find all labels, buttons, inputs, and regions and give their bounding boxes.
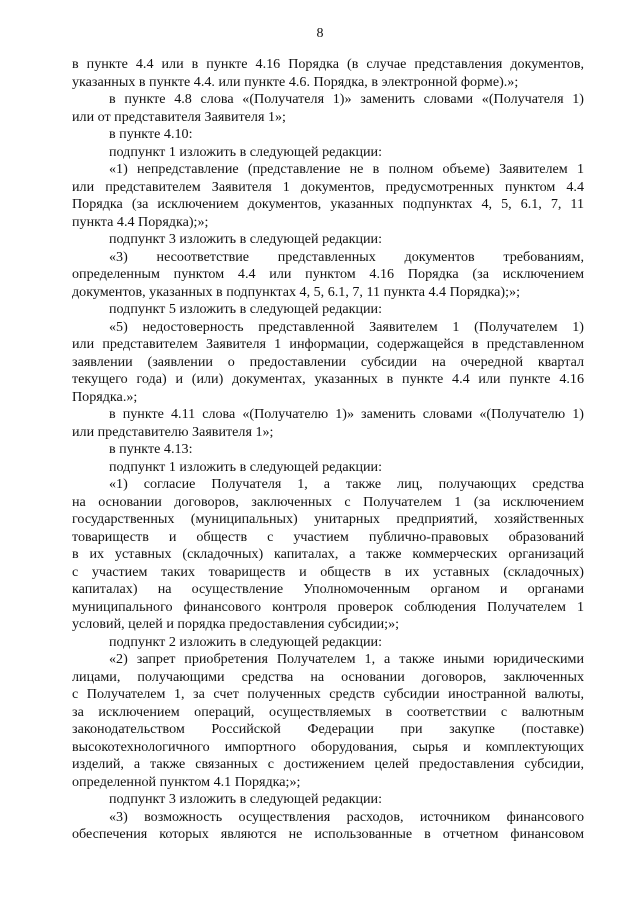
text-line: в пункте 4.10: (109, 126, 193, 142)
text-line: «2) запрет приобретения Получателем 1, а также иными юридическими (109, 651, 584, 667)
text-line: с Получателем 1, за счет полученных средств субсидии иностранной валюты, (72, 686, 584, 702)
text-line: «3) несоответствие представленных документов требованиям, (109, 248, 584, 265)
text-line: пункта 4.4 Порядка);»; (72, 213, 209, 230)
text-line: подпункт 3 изложить в следующей редакции: (109, 791, 383, 807)
text-line: «1) согласие Получателя 1, а также лиц, получающих средства (109, 476, 584, 492)
text-line: указанных в пункте 4.4. или пункте 4.6. Порядка, в электронной форме).»; (72, 73, 519, 90)
text-line: капиталах) на осуществление Уполномоченным органом и органами (72, 581, 584, 597)
text-line: лицами, получающими средства на основании договоров, заключенных (72, 668, 584, 685)
text-line: подпункт 2 изложить в следующей редакции: (109, 633, 383, 650)
text-line: условий, целей и порядка предоставления субсидии;»; (72, 616, 400, 632)
text-line: в пункте 4.11 слова «(Получателю 1)» заменить словами «(Получателю 1) (109, 406, 584, 422)
text-line: подпункт 3 изложить в следующей редакции: (109, 231, 383, 247)
page-number: 8 (316, 26, 324, 41)
text-line: «1) непредставление (представление не в полном объеме) Заявителем 1 (109, 161, 584, 177)
text-line: текущего года) и (или) документах, указанных в пункте 4.4 или пункте 4.16 (72, 371, 584, 387)
text-line: определенной пунктом 4.1 Порядка;»; (72, 773, 301, 790)
text-line: определенным пунктом 4.4 или пунктом 4.16 Порядка (за исключением (72, 266, 584, 282)
text-line: обеспечения которых являются не использованные в отчетном финансовом (72, 826, 584, 842)
text-line: изделий, а также связанных с достижением целей предоставления субсидии, (72, 756, 584, 772)
text-line: законодательством Российской Федерации при закупке (поставке) (72, 721, 584, 737)
text-line: или представителем Заявителя 1 документов, предусмотренных пунктом 4.4 (72, 178, 584, 195)
text-line: высокотехнологичного импортного оборудования, сырья и комплектующих (72, 738, 584, 755)
text-line: за исключением операций, осуществляемых в соответствии с валютным (72, 703, 584, 720)
text-line: документов, указанных в подпунктах 4, 5, 6.1, 7, 11 пункта 4.4 Порядка);»; (72, 283, 520, 300)
text-line: «5) недостоверность представленной Заявителем 1 (Получателем 1) (109, 318, 584, 335)
text-line: «3) возможность осуществления расходов, источником финансового (109, 808, 584, 825)
text-line: или от представителя Заявителя 1»; (72, 108, 286, 125)
text-line: Порядка.»; (72, 388, 138, 405)
text-line: или представителю Заявителя 1»; (72, 423, 274, 440)
text-line: Порядка (за исключением документов, указанных подпунктах 4, 5, 6.1, 7, 11 (72, 196, 584, 212)
text-line: в их уставных (складочных) капиталах, а также коммерческих организаций (72, 546, 584, 562)
text-line: товариществ и обществ с участием публично-правовых образований (72, 528, 584, 545)
text-line: муниципального финансового контроля проверок соблюдения Получателем 1 (72, 598, 584, 615)
document-body (72, 56, 584, 844)
text-line: подпункт 1 изложить в следующей редакции: (109, 458, 383, 475)
text-line: в пункте 4.13: (109, 441, 193, 457)
text-line: в пункте 4.4 или в пункте 4.16 Порядка (в случае представления документов, (72, 56, 584, 72)
text-line: на основании договоров, заключенных с Получателем 1 (за исключением (72, 493, 584, 510)
text-line: заявлении (заявлении о предоставлении субсидии на очередной квартал (72, 353, 584, 370)
text-line: подпункт 1 изложить в следующей редакции: (109, 143, 383, 160)
text-line: с участием таких товариществ и обществ в их уставных (складочных) (72, 563, 584, 580)
text-line: государственных (муниципальных) унитарных предприятий, хозяйственных (72, 511, 584, 527)
text-line: подпункт 5 изложить в следующей редакции: (109, 301, 383, 317)
text-line: или представителем Заявителя 1 информации, содержащейся в представленном (72, 336, 584, 352)
text-line: в пункте 4.8 слова «(Получателя 1)» заменить словами «(Получателя 1) (109, 91, 584, 107)
